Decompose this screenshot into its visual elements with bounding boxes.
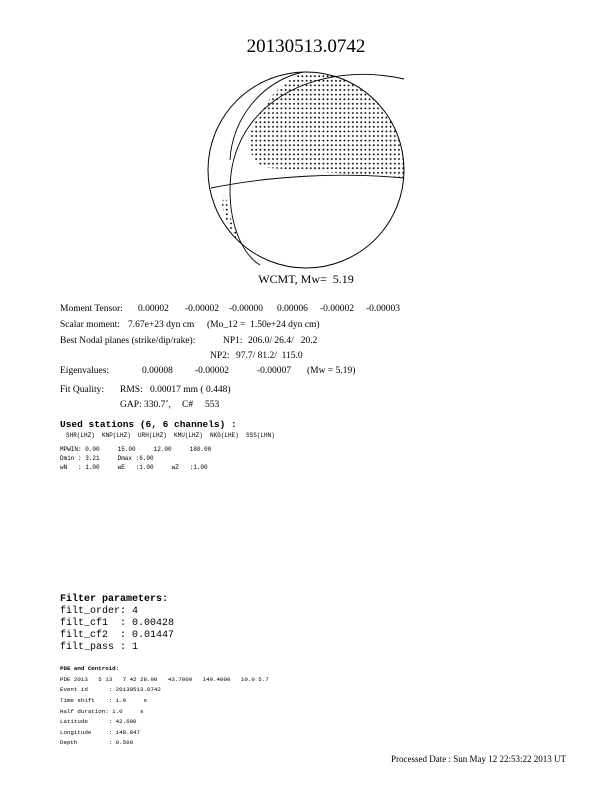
nodal-planes-label: Best Nodal planes (strike/dip/rake): xyxy=(60,336,196,346)
filter-heading: Filter parameters: xyxy=(60,594,169,605)
compression-quadrant-upper xyxy=(250,72,405,178)
np1-label: NP1: xyxy=(223,336,243,346)
compression-quadrant-lower xyxy=(222,188,256,260)
moment-tensor-value-2: -0.00002 xyxy=(185,304,220,314)
pde-time-shift: Time shift : 1.0 s xyxy=(60,697,147,704)
moment-tensor-label: Moment Tensor: xyxy=(60,304,123,314)
c-number-label: C# xyxy=(182,400,194,410)
processed-date: Processed Date : Sun May 12 22:53:22 2013 UT xyxy=(391,754,566,764)
moment-tensor-value-3: -0.00000 xyxy=(229,304,264,314)
eigenvalue-1: 0.00008 xyxy=(142,366,173,376)
gap-value: 330.7˚, xyxy=(144,400,171,410)
rms-label: RMS: xyxy=(120,385,143,395)
filter-cf2: filt_cf2 : 0.01447 xyxy=(60,630,175,641)
filter-pass: filt_pass : 1 xyxy=(60,642,139,653)
beachball-diagram xyxy=(200,70,412,270)
scalar-moment-label: Scalar moment: xyxy=(60,320,120,330)
pde-line: PDE 2013 5 13 7 42 28.00 43.7000 149.4000 10.0 5.7 xyxy=(60,676,269,683)
np2-value: 97.7/ 81.2/ 115.0 xyxy=(236,351,303,361)
scalar-moment-mo12: (Mo_12 = 1.50e+24 dyn cm) xyxy=(207,320,320,330)
eigenvalue-3: -0.00007 xyxy=(257,366,292,376)
np1-value: 206.0/ 26.4/ 20.2 xyxy=(248,336,318,346)
filter-order: filt_order: 4 xyxy=(60,606,139,617)
eigenvalue-2: -0.00002 xyxy=(195,366,230,376)
used-stations-weights: wN : 1.00 wE :1.00 wZ :1.00 xyxy=(60,464,208,471)
rms-value: 0.00017 mm ( 0.448) xyxy=(150,385,231,395)
scalar-moment-value: 7.67e+23 dyn cm xyxy=(128,320,195,330)
moment-tensor-value-6: -0.00003 xyxy=(366,304,401,314)
eigenvalues-label: Eigenvalues: xyxy=(60,366,110,376)
np2-label: NP2: xyxy=(210,351,230,361)
pde-event-id: Event id : 20130513.0742 xyxy=(60,686,161,693)
pde-half-duration: Half duration: 1.0 s xyxy=(60,708,144,715)
moment-tensor-value-5: -0.00002 xyxy=(320,304,355,314)
moment-tensor-value-4: 0.00006 xyxy=(277,304,308,314)
pde-heading: PDE and Centroid: xyxy=(60,665,120,672)
filter-cf1: filt_cf1 : 0.00428 xyxy=(60,618,175,629)
pde-latitude: Latitude : 42.600 xyxy=(60,718,137,725)
beachball-label: WCMT, Mw= 5.19 xyxy=(258,272,354,286)
c-number-value: 553 xyxy=(205,400,220,410)
eigenvalue-mw: (Mw = 5.19) xyxy=(307,366,356,376)
pde-longitude: Longitude : 148.847 xyxy=(60,729,141,736)
used-stations-dmin: Dmin : 3.21 Dmax :6.00 xyxy=(60,455,154,462)
used-stations-heading: Used stations (6, 6 channels) : xyxy=(60,419,237,430)
used-stations-mpwin: MPWIN: 0.00 15.00 12.00 180.00 xyxy=(60,446,212,453)
gap-label: GAP: xyxy=(120,400,142,410)
event-title: 20130513.0742 xyxy=(246,36,366,57)
used-stations-list: SHR(LHZ) KNP(LHZ) URH(LHZ) KMU(LHZ) NKG(LHE) SSS(LHN) xyxy=(66,432,275,439)
pde-depth: Depth : 9.500 xyxy=(60,739,134,746)
nodal-plane-2 xyxy=(211,175,404,188)
fit-quality-label: Fit Quality: xyxy=(60,385,105,395)
moment-tensor-value-1: 0.00002 xyxy=(138,304,169,314)
